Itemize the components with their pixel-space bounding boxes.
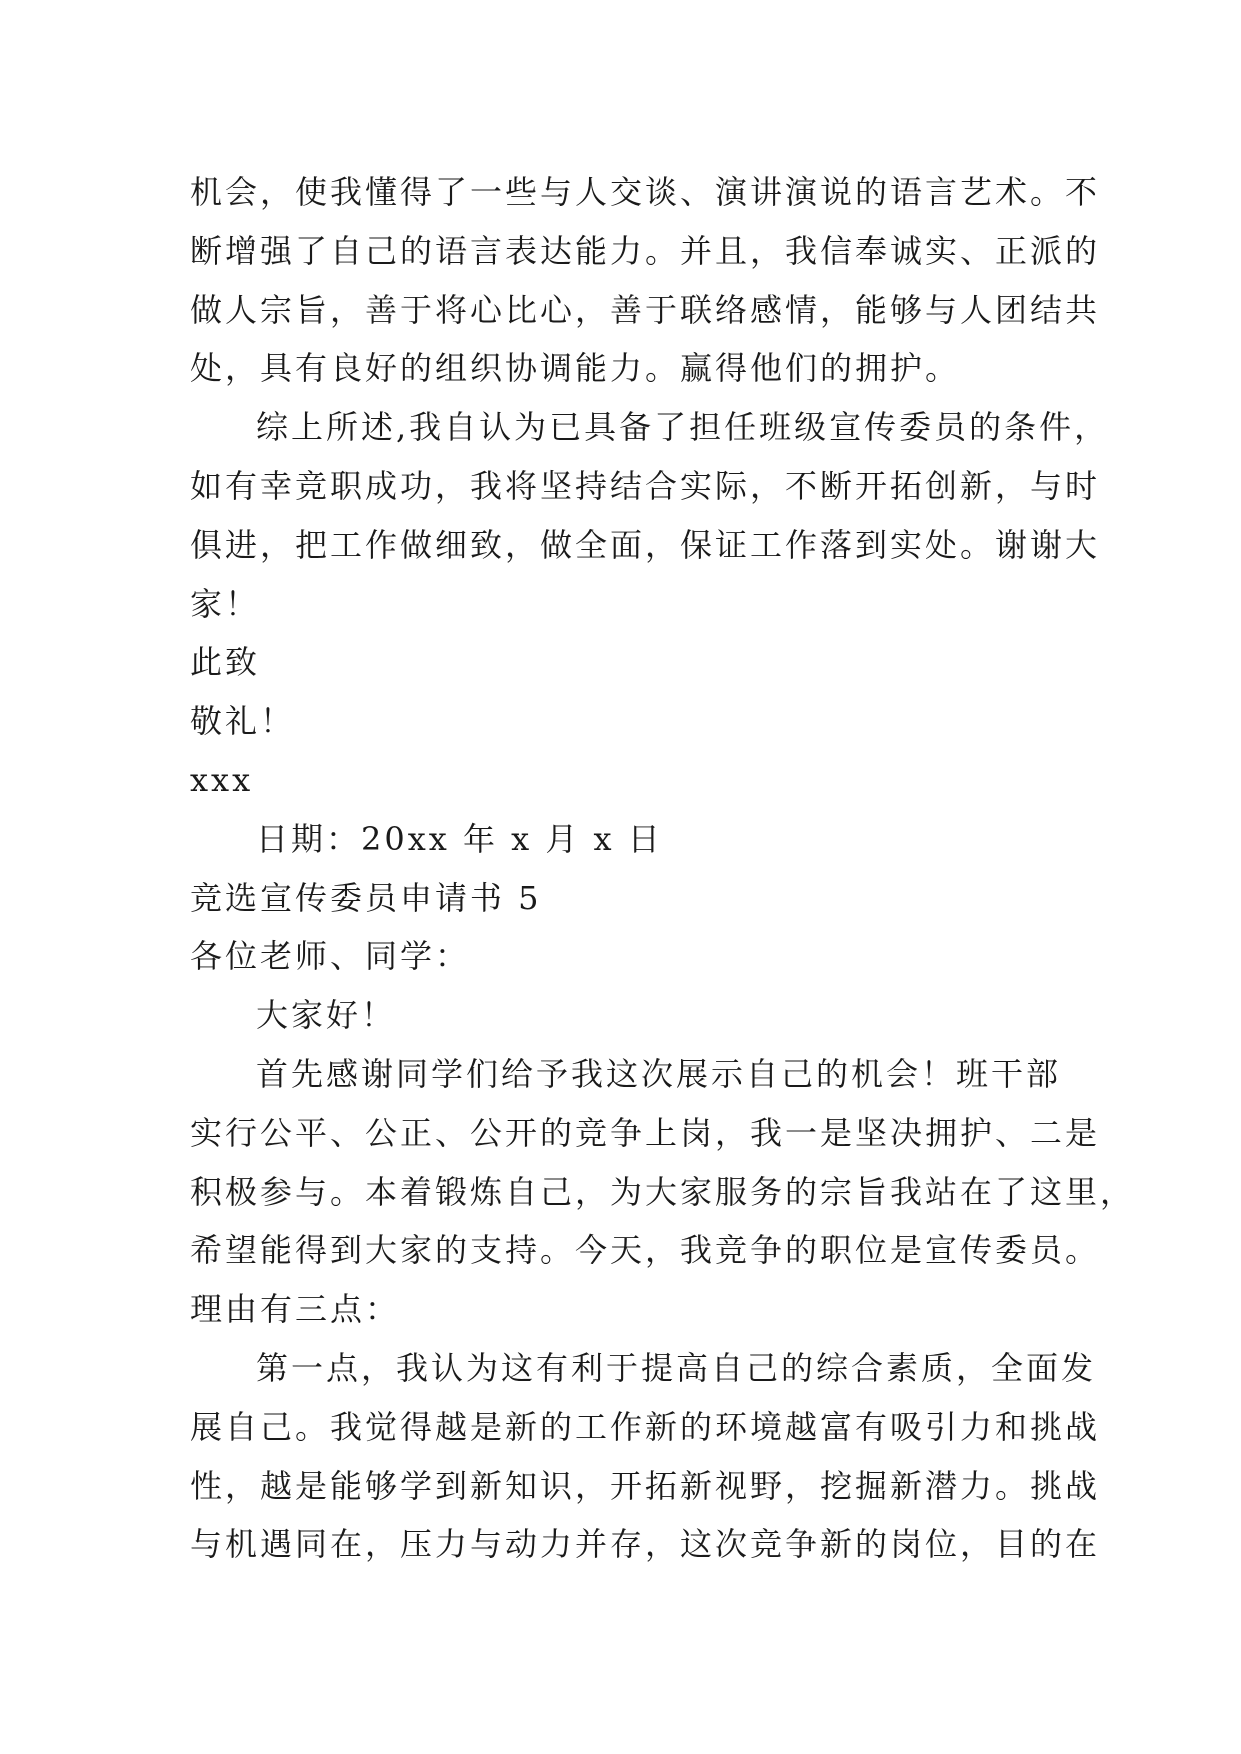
text-line: 机会，使我懂得了一些与人交谈、演讲演说的语言艺术。不 <box>190 173 1101 211</box>
text-line: 俱进，把工作做细致，做全面，保证工作落到实处。谢谢大 <box>190 525 1101 564</box>
text-line: 实行公平、公正、公开的竞争上岗，我一是坚决拥护、二是 <box>190 1113 1101 1152</box>
text-line: 此致 <box>190 643 261 682</box>
text-line: 断增强了自己的语言表达能力。并且，我信奉诚实、正派的 <box>190 231 1101 270</box>
text-line: 各位老师、同学： <box>190 937 471 976</box>
text-line: 第一点，我认为这有利于提高自己的综合素质，全面发 <box>256 1348 1097 1387</box>
text-line: 处，具有良好的组织协调能力。赢得他们的拥护。 <box>190 349 961 388</box>
document-body <box>190 163 1136 1574</box>
text-line: 希望能得到大家的支持。今天，我竞争的职位是宣传委员。 <box>190 1231 1101 1270</box>
text-line: 展自己。我觉得越是新的工作新的环境越富有吸引力和挑战 <box>190 1407 1101 1446</box>
text-line: 理由有三点： <box>190 1290 401 1329</box>
text-line: 综上所述,我自认为已具备了担任班级宣传委员的条件， <box>256 408 1110 447</box>
text-line: 做人宗旨，善于将心比心，善于联络感情，能够与人团结共 <box>190 290 1101 329</box>
text-line: 积极参与。本着锻炼自己，为大家服务的宗旨我站在了这里， <box>190 1172 1136 1211</box>
text-line: 家！ <box>190 584 261 623</box>
text-line: 竞选宣传委员申请书 5 <box>190 878 542 917</box>
text-line: 首先感谢同学们给予我这次展示自己的机会！班干部 <box>256 1054 1062 1093</box>
text-line: 如有幸竞职成功，我将坚持结合实际，不断开拓创新，与时 <box>190 466 1101 505</box>
text-line: 性，越是能够学到新知识，开拓新视野，挖掘新潜力。挑战 <box>190 1466 1101 1505</box>
text-line: 与机遇同在，压力与动力并存，这次竞争新的岗位，目的在 <box>190 1525 1101 1564</box>
text-line: 大家好！ <box>256 996 397 1035</box>
text-line: 日期：20xx 年 x 月 x 日 <box>256 819 663 858</box>
text-line: xxx <box>190 760 254 799</box>
text-line: 敬礼！ <box>190 702 296 741</box>
